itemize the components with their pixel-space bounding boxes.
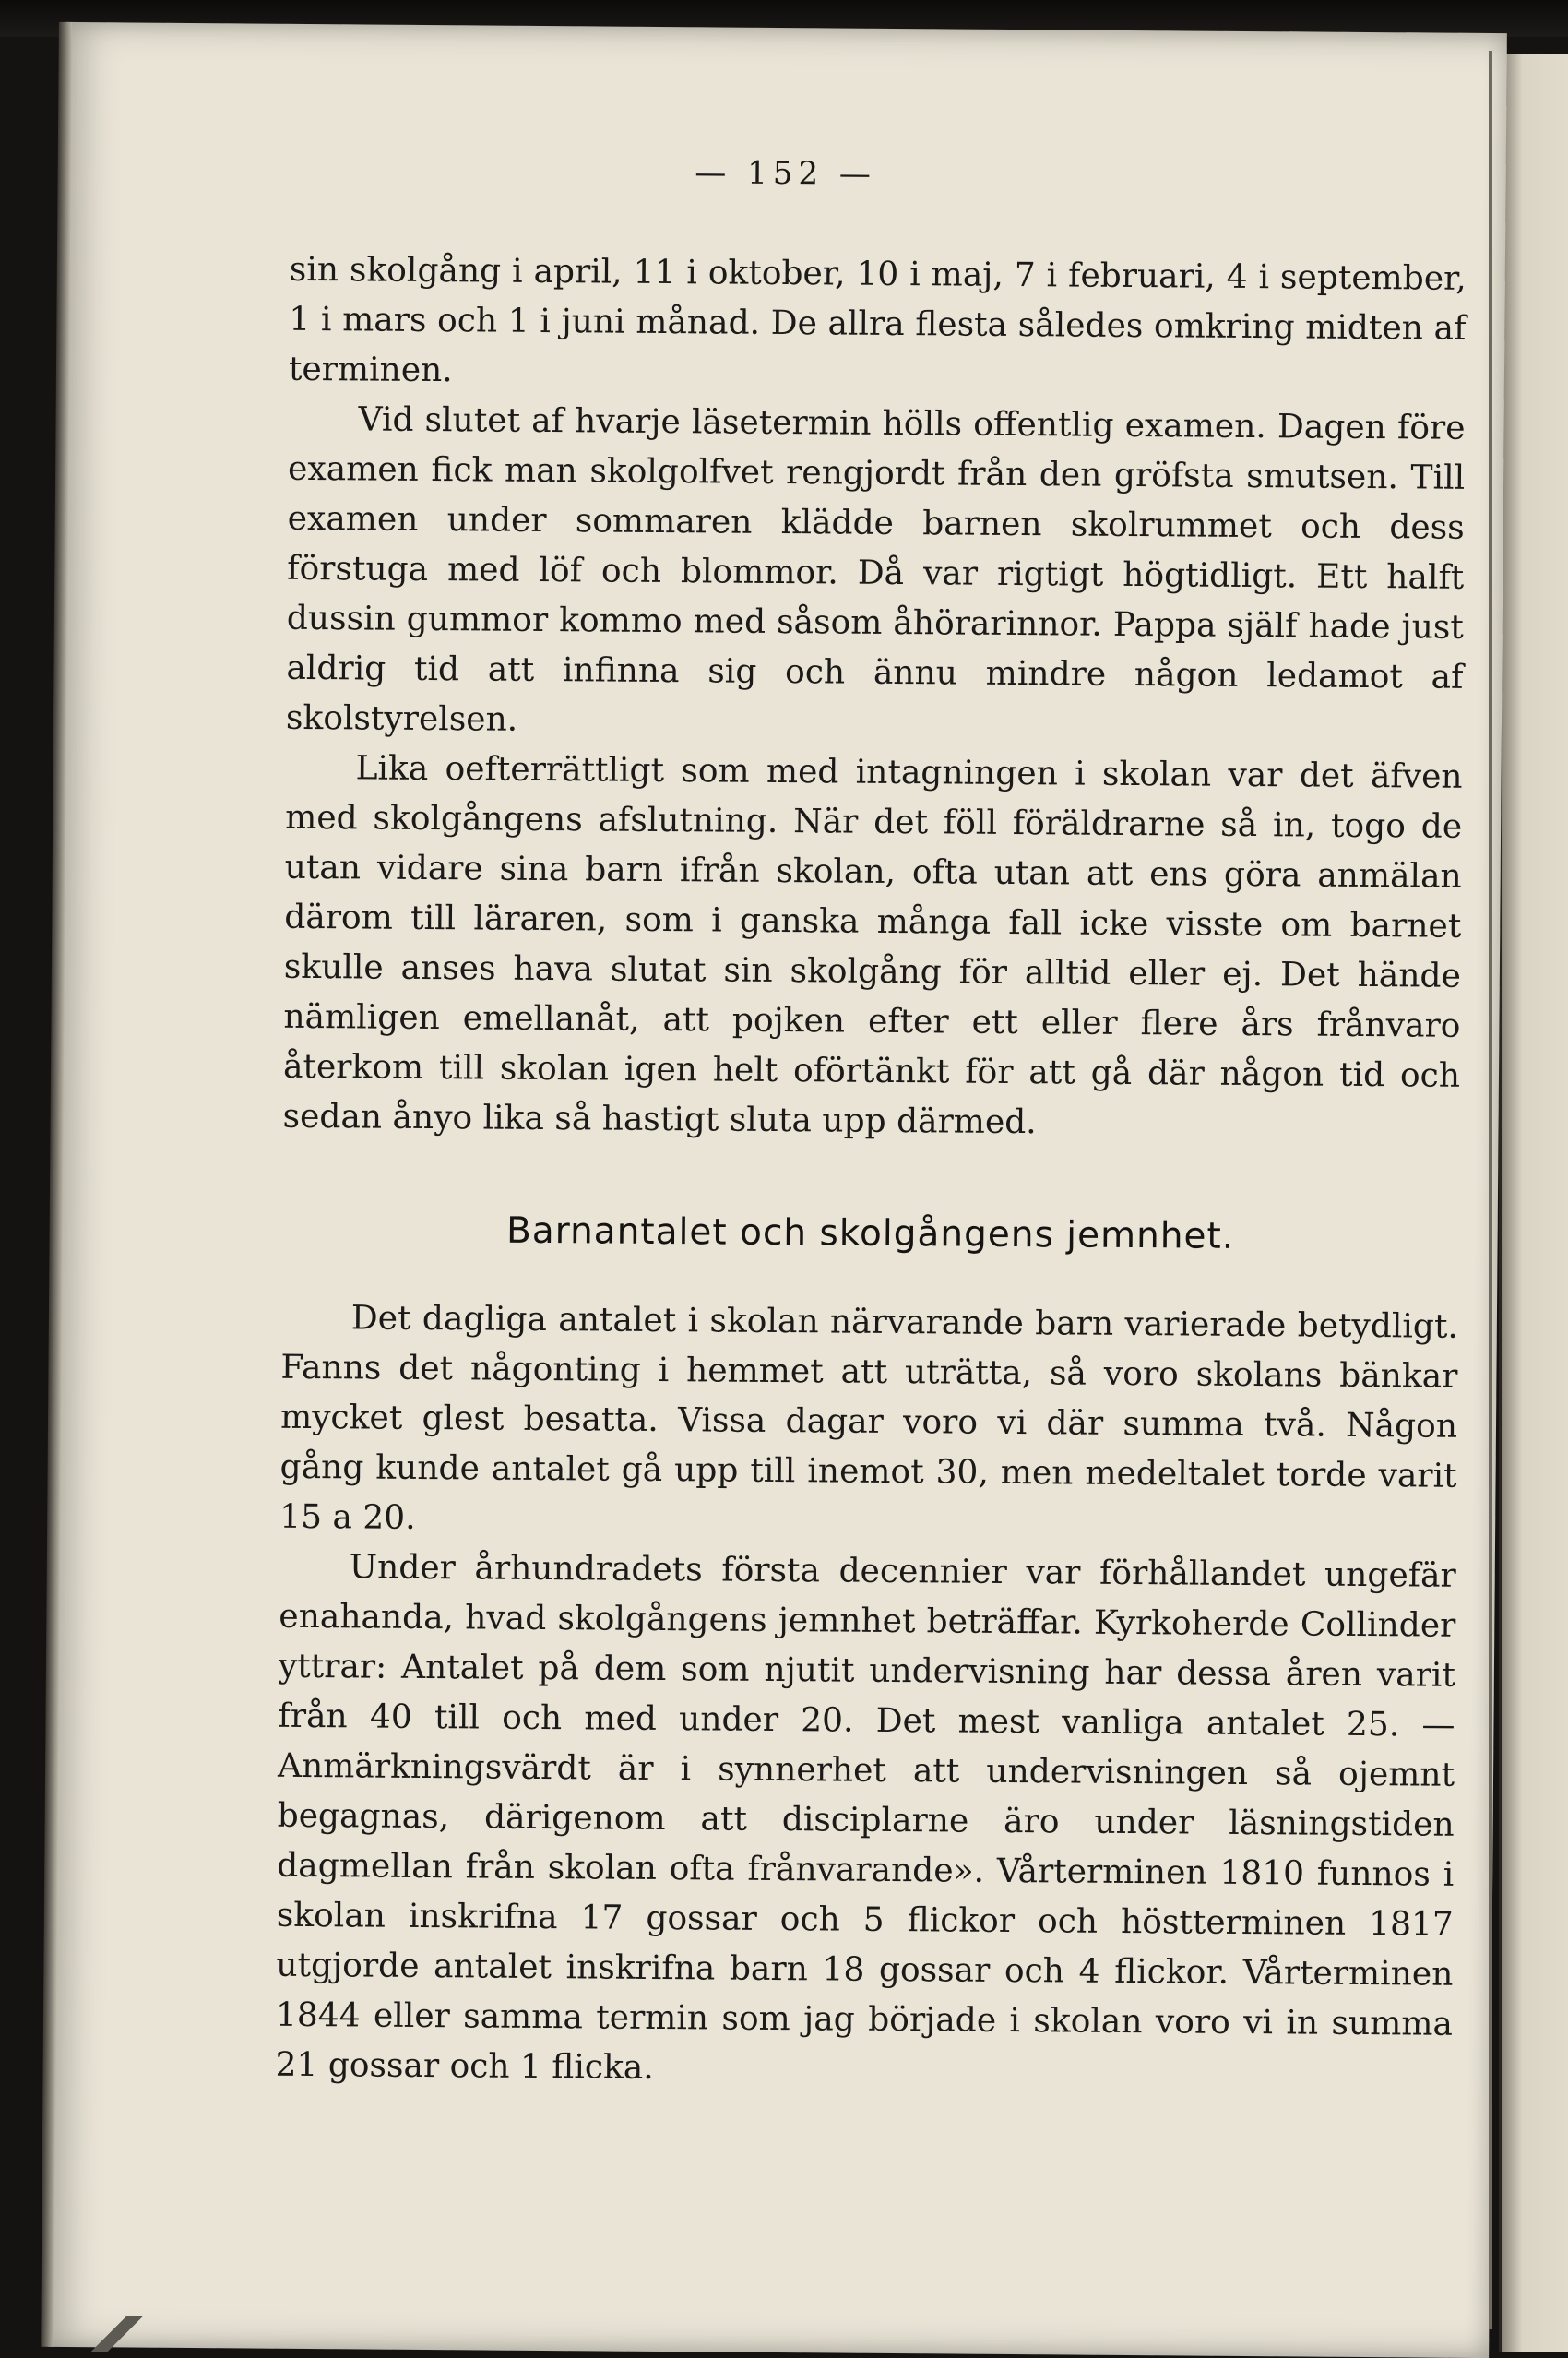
paragraph-examen: Vid slutet af hvarje läsetermin hölls offentlig examen. Dagen före examen fick man skolgolfvet rengjordt från den gröfsta smutsen. Till examen under sommaren klädde barnen skolrummet och dess förstuga med löf och blommor. Då var rigtigt högtidligt. Ett halft dussin gummor kommo med såsom åhörarinnor. Pappa själf hade just aldrig tid att infinna sig och ännu mindre någon ledamot af skolstyrelsen. [285, 400, 1466, 739]
paragraph-dagliga-antalet: Det dagliga antalet i skolan närvarande barn varierade betydligt. Fanns det någonting i hemmet att uträtta, så voro skolans bänkar mycket glest besatta. Vissa dagar voro vi där summa två. Någon gång kunde antalet gå upp till inemot 30, men medeltalet torde varit 15 a 20. [279, 1299, 1459, 1537]
corner-fold-mark [83, 2316, 157, 2352]
section-heading: Barnantalet och skolgångens jemnhet. [505, 1209, 1235, 1257]
paragraph-continuation: sin skolgång i april, 11 i oktober, 10 i maj, 7 i februari, 4 i september, 1 i mars och 1 i juni månad. De allra flesta således omkring midten af terminen. [288, 250, 1467, 390]
facing-page-edge [1499, 54, 1568, 2352]
body-text [275, 245, 1467, 2100]
paragraph-arhundradets-decennier: Under århundradets första decennier var förhållandet ungefär enahanda, hvad skolgångens jemnhet beträffar. Kyrkoherde Collinder yttrar: Antalet på dem som njutit undervisning har dessa åren varit från 40 till och med under 20. Det mest vanliga antalet 25. — Anmärkningsvärdt är i synnerhet att undervisningen så ojemnt begagnas, därigenom att disciplarne äro under läsningstiden dagmellan från skolan ofta frånvarande». Vårterminen 1810 funnos i skolan inskrifna 17 gossar och 5 flickor och höstterminen 1817 utgjorde antalet inskrifna barn 18 gossar och 4 flickor. Vårterminen 1844 eller samma termin som jag började i skolan voro vi in summa 21 gossar och 1 flicka. [275, 1548, 1456, 2087]
paragraph-skolgang-afslutning: Lika oefterrättligt som med intagningen i skolan var det äfven med skolgångens afslutning. När det föll föräldrarne så in, togo de utan vidare sina barn ifrån skolan, ofta utan att ens göra anmälan därom till läraren, som i ganska många fall icke visste om barnet skulle anses hava slutat sin skolgång för alltid eller ej. Det hände nämligen emellanåt, att pojken efter ett eller flere års frånvaro återkom till skolan igen helt oförtänkt för att gå där någon tid och sedan ånyo lika så hastigt sluta upp därmed. [282, 749, 1463, 1142]
book-page [48, 22, 1507, 2358]
page-gutter-line [1489, 51, 1492, 2329]
page-number: — 152 — [695, 154, 877, 193]
